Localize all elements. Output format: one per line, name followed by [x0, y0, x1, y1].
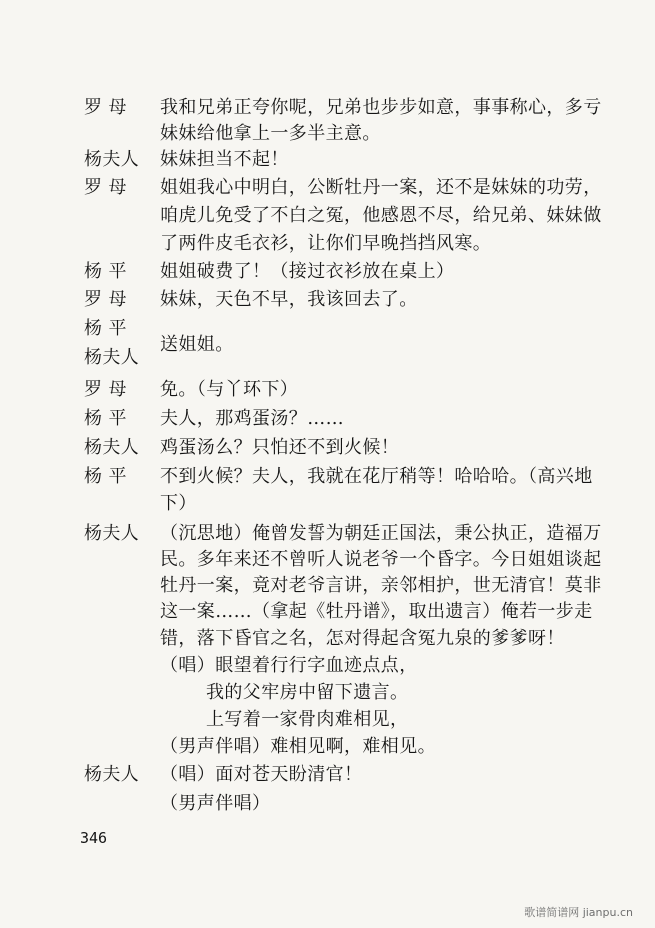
speaker-label: 杨夫人 — [84, 347, 140, 368]
sung-line: （男声伴唱）难相见啊，难相见。 — [160, 736, 436, 757]
speaker-label: 杨夫人 — [84, 764, 140, 785]
dialogue-line: 这一案……（拿起《牡丹谱》，取出遗言）俺若一步走 — [160, 601, 593, 622]
speaker-label: 杨 平 — [84, 408, 127, 429]
sung-line: 我的父牢房中留下遗言。 — [206, 682, 409, 703]
sung-line: （男声伴唱） — [160, 793, 271, 814]
dialogue-line: 牡丹一案，竟对老爷言讲，亲邻相护，世无清官！莫非 — [160, 575, 602, 596]
speaker-label: 杨夫人 — [84, 523, 140, 544]
dialogue-line: 咱虎儿免受了不白之冤，他感恩不尽，给兄弟、妹妹做 — [160, 205, 602, 226]
dialogue-line: 免。（与丫环下） — [160, 379, 299, 400]
dialogue-line: 下） — [160, 493, 197, 514]
speaker-label: 杨夫人 — [84, 437, 140, 458]
speaker-label: 罗 母 — [84, 379, 127, 400]
sung-line: 上写着一家骨肉难相见， — [206, 709, 409, 730]
dialogue-line: 妹妹，天色不早，我该回去了。 — [160, 289, 418, 310]
speaker-label: 罗 母 — [84, 97, 127, 118]
speaker-label: 杨 平 — [84, 466, 127, 487]
dialogue-line: 送姐姐。 — [160, 334, 234, 355]
dialogue-line: 我和兄弟正夸你呢，兄弟也步步如意，事事称心，多亏 — [160, 97, 602, 118]
dialogue-line: 鸡蛋汤么？只怕还不到火候！ — [160, 437, 400, 458]
speaker-label: 杨夫人 — [84, 149, 140, 170]
sung-line: （唱）面对苍天盼清官！ — [160, 764, 363, 785]
speaker-label: 罗 母 — [84, 177, 127, 198]
dialogue-line: 姐姐我心中明白，公断牡丹一案，还不是妹妹的功劳， — [160, 177, 602, 198]
dialogue-line: 夫人，那鸡蛋汤？…… — [160, 408, 344, 429]
watermark: 歌谱简谱网 jianpu.cn — [524, 906, 633, 919]
speaker-label: 杨 平 — [84, 261, 127, 282]
speaker-label: 罗 母 — [84, 289, 127, 310]
sung-line: （唱）眼望着行行字血迹点点， — [160, 655, 418, 676]
dialogue-line: 妹妹给他拿上一多半主意。 — [160, 123, 381, 144]
dialogue-line: 妹妹担当不起！ — [160, 149, 289, 170]
dialogue-line: 民。多年来还不曾听人说老爷一个昏字。今日姐姐谈起 — [160, 549, 602, 570]
dialogue-line: 姐姐破费了！（接过衣衫放在桌上） — [160, 261, 455, 282]
dialogue-line: （沉思地）俺曾发誓为朝廷正国法，秉公执正，造福万 — [160, 523, 602, 544]
dialogue-line: 了两件皮毛衣衫，让你们早晚挡挡风寒。 — [160, 233, 492, 254]
speaker-label: 杨 平 — [84, 318, 127, 339]
dialogue-line: 不到火候？夫人，我就在花厅稍等！哈哈哈。（高兴地 — [160, 466, 593, 487]
page-number: 346 — [80, 829, 108, 847]
dialogue-line: 错，落下昏官之名，怎对得起含冤九泉的爹爹呀！ — [160, 628, 565, 649]
